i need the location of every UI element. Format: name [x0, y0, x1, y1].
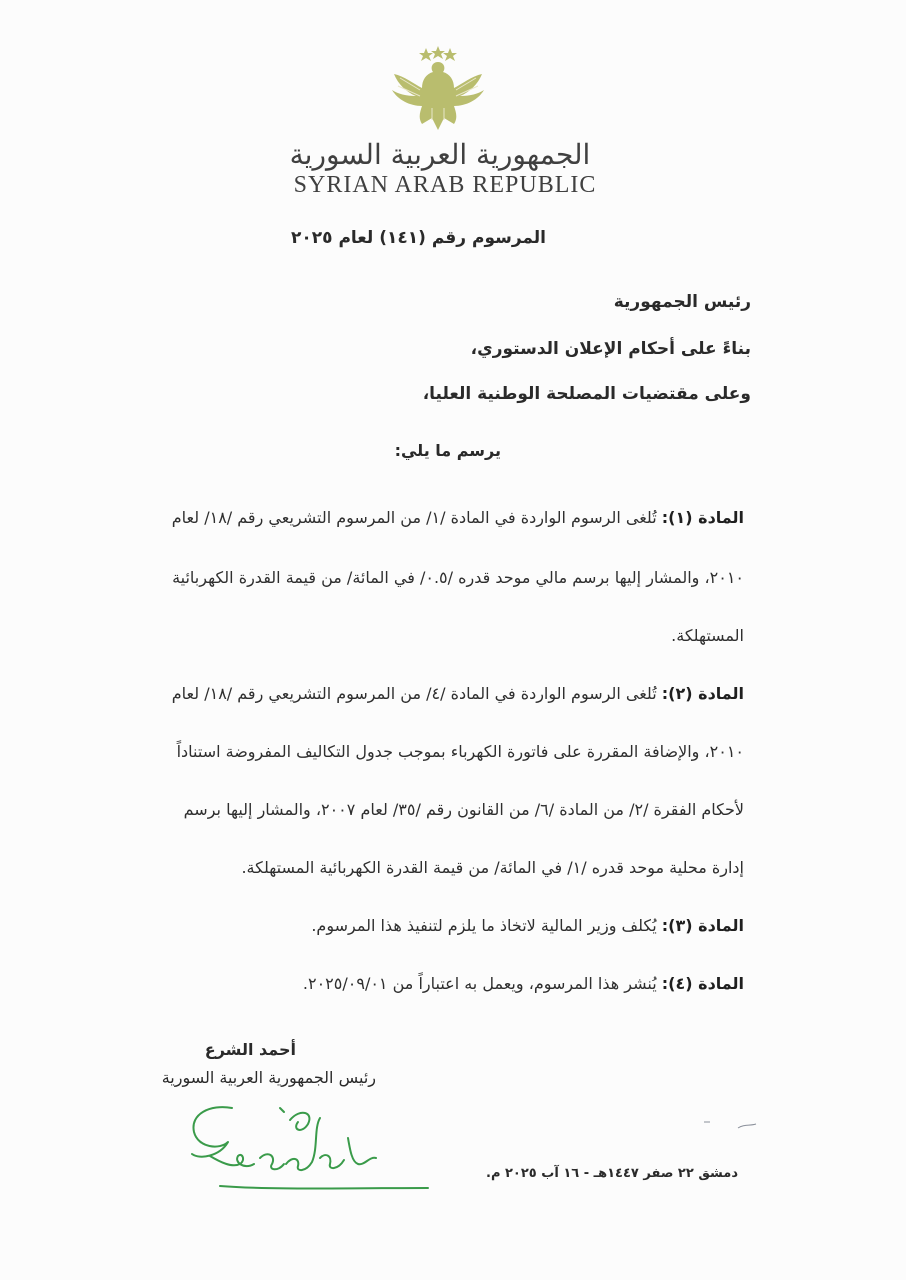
republic-name-arabic: الجمهورية العربية السورية [289, 138, 591, 171]
article-4-text: يُنشر هذا المرسوم، ويعمل به اعتباراً من ٢٠٢٥/٠٩/٠١. [302, 974, 662, 993]
article-3-text: يُكلف وزير المالية لاتخاذ ما يلزم لتنفيذ هذا المرسوم. [311, 916, 662, 935]
article-1-line: المستهلكة. [671, 626, 744, 645]
signatory-title: رئيس الجمهورية العربية السورية [161, 1068, 376, 1087]
preamble-line: رئيس الجمهورية [613, 292, 751, 312]
decree-intro: يرسم ما يلي: [394, 441, 501, 460]
faint-handwritten-marks [700, 1116, 760, 1136]
golden-eagle-emblem-icon [386, 44, 490, 132]
article-1-line: ٢٠١٠، والمشار إليها برسم مالي موحد قدره /٠.٥/ في المائة/ من قيمة القدرة الكهربائية [172, 568, 744, 587]
article-1-text: تُلغى الرسوم الواردة في المادة /١/ من المرسوم التشريعي رقم /١٨/ لعام [171, 508, 662, 527]
article-2-text: تُلغى الرسوم الواردة في المادة /٤/ من المرسوم التشريعي رقم /١٨/ لعام [171, 684, 662, 703]
article-2-line: لأحكام الفقرة /٢/ من المادة /٦/ من القانون رقم /٣٥/ لعام ٢٠٠٧، والمشار إليها برسم [183, 800, 744, 819]
preamble-line: وعلى مقتضيات المصلحة الوطنية العليا، [422, 384, 751, 404]
article-2-line: ٢٠١٠، والإضافة المقررة على فاتورة الكهرباء بموجب جدول التكاليف المفروضة استناداً [176, 742, 744, 761]
article-1-label: المادة (١): [661, 508, 744, 527]
signatory-name: أحمد الشرع [204, 1040, 296, 1059]
republic-name-english: SYRIAN ARAB REPUBLIC [293, 172, 597, 198]
article-4-line [303, 974, 744, 993]
article-4-label: المادة (٤): [661, 974, 744, 993]
article-3-label: المادة (٣): [661, 916, 744, 935]
place-and-date-line: دمشق ٢٢ صفر ١٤٤٧هـ - ١٦ آب ٢٠٢٥ م. [486, 1166, 738, 1181]
article-2-line: إدارة محلية موحد قدره /١/ في المائة/ من قيمة القدرة الكهربائية المستهلكة. [241, 858, 744, 877]
preamble-line: بناءً على أحكام الإعلان الدستوري، [470, 339, 751, 359]
article-3-line [311, 916, 744, 935]
handwritten-signature [180, 1098, 430, 1198]
article-1-line [172, 508, 744, 527]
article-2-line [172, 684, 744, 703]
article-2-label: المادة (٢): [661, 684, 744, 703]
decree-title: المرسوم رقم (١٤١) لعام ٢٠٢٥ [291, 228, 546, 248]
